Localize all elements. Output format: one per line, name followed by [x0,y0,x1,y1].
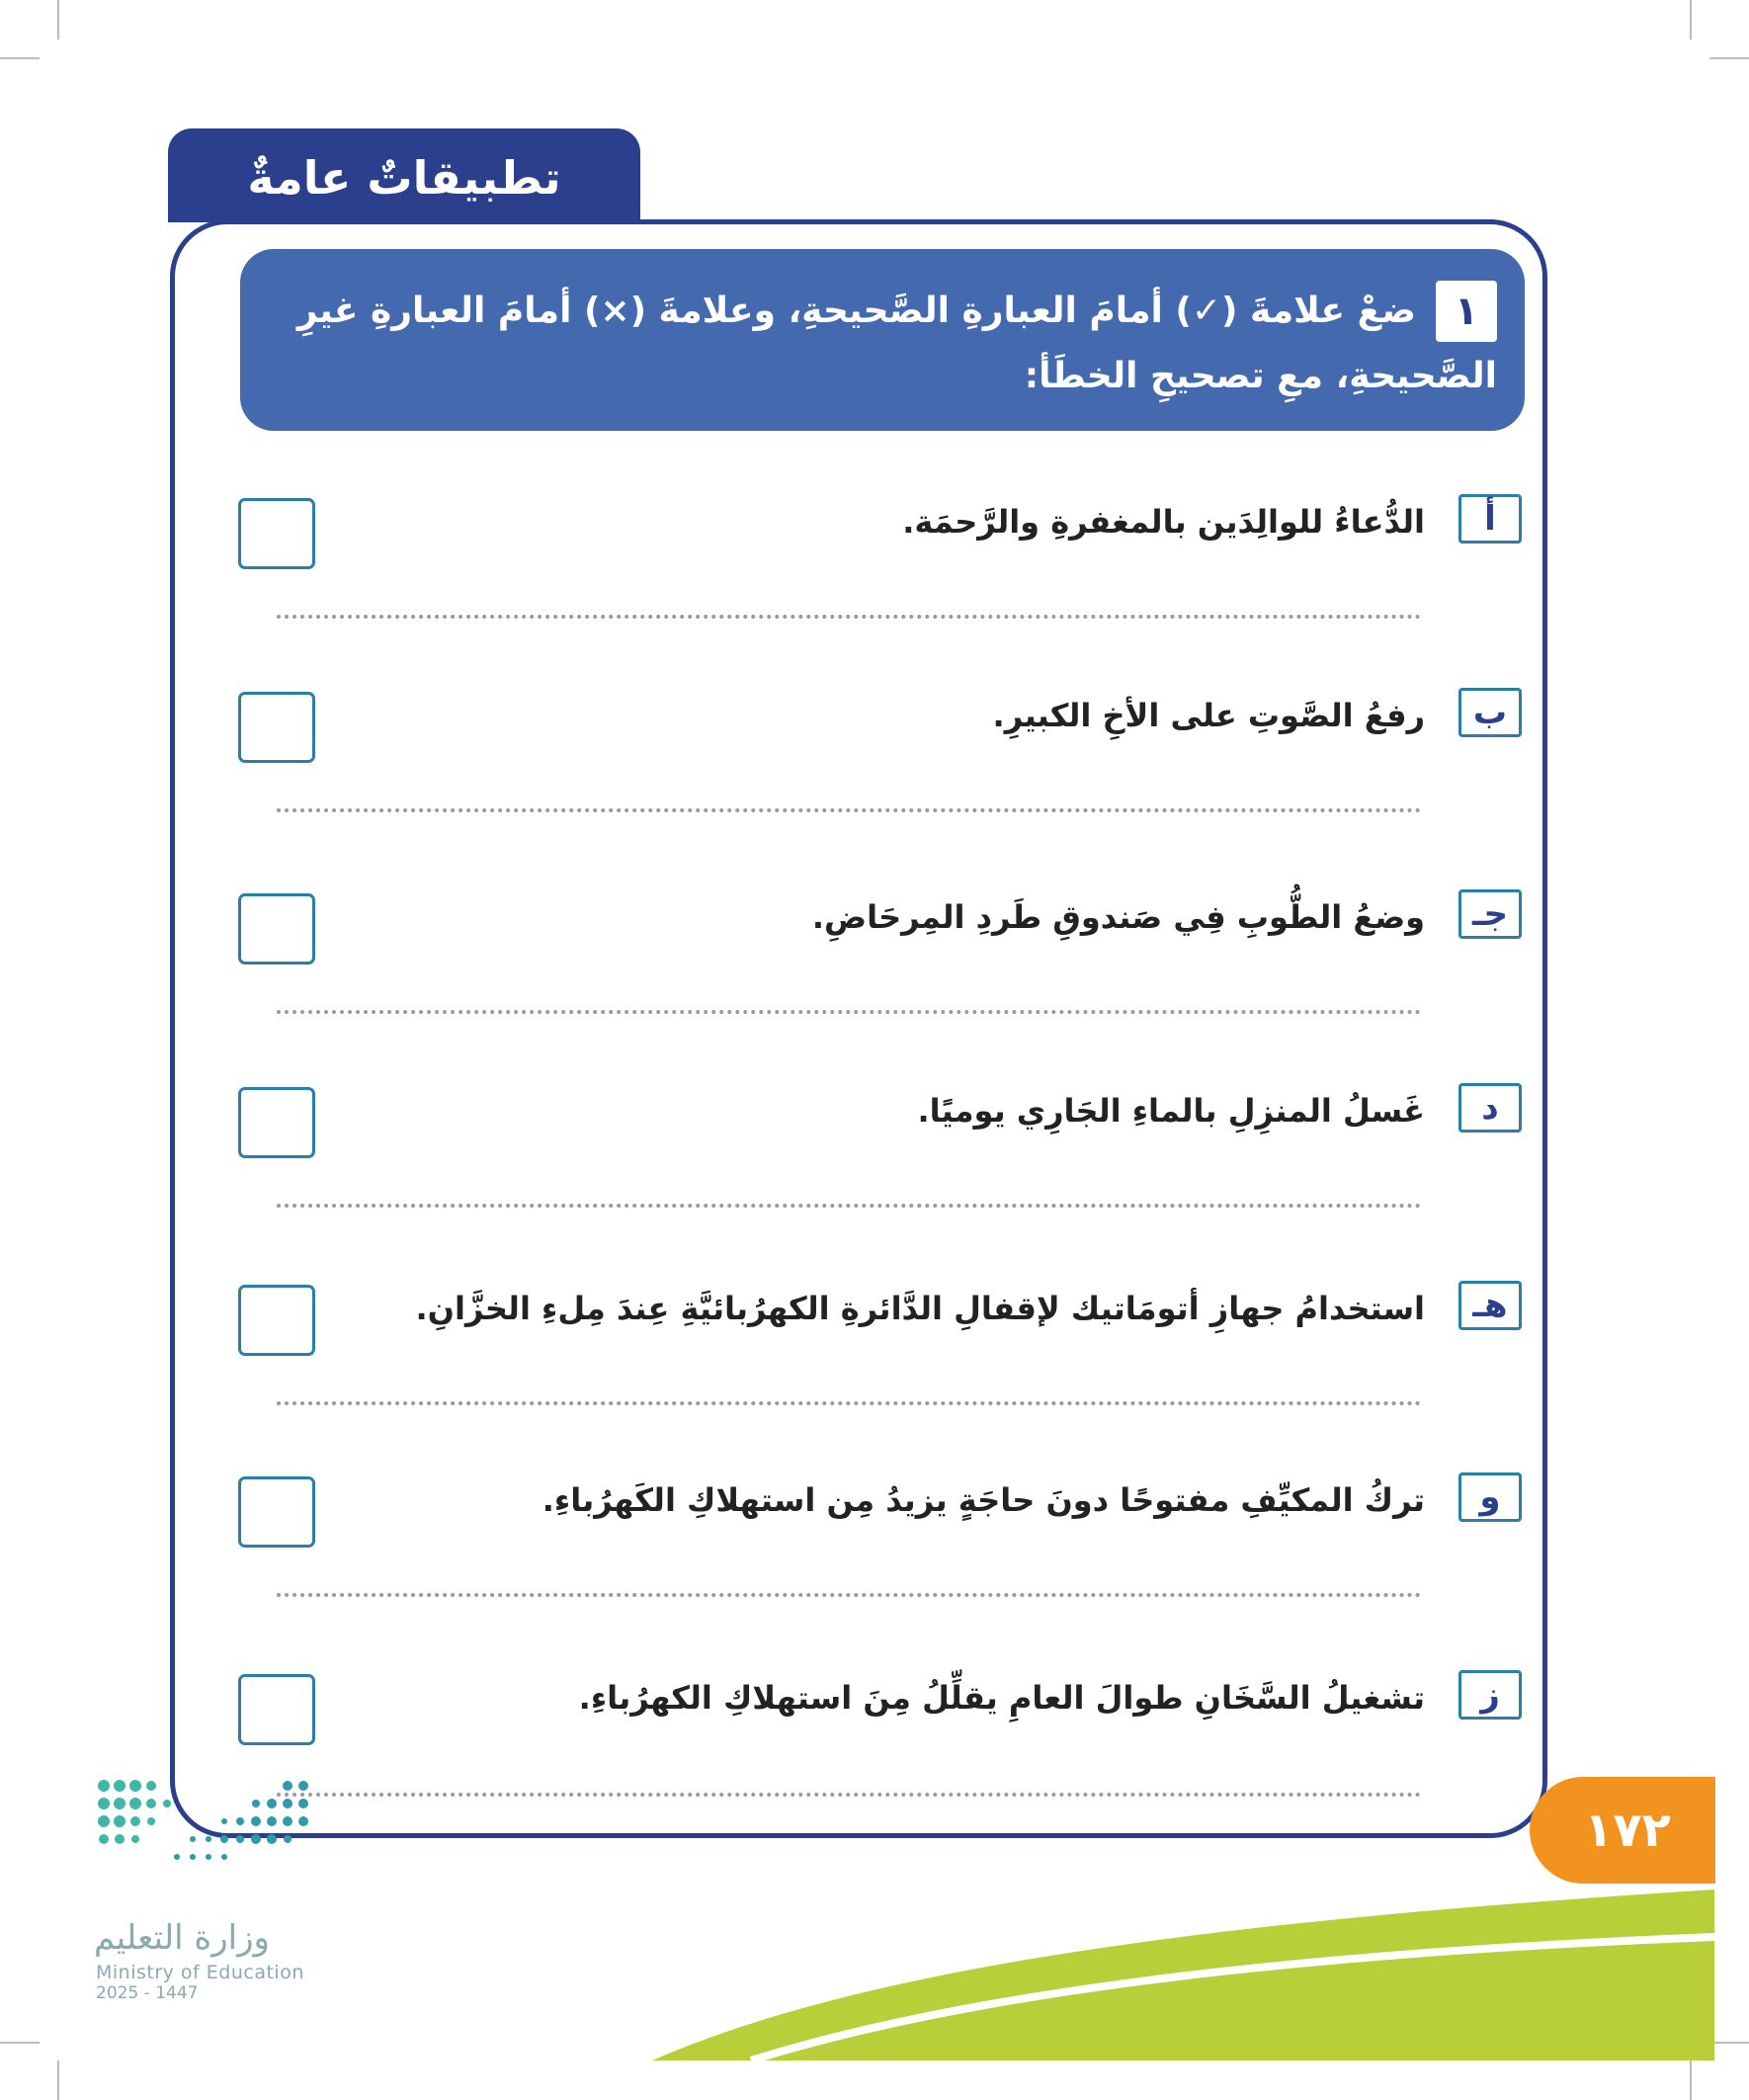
academic-year: 2025 - 1447 [96,1983,199,2003]
item-letter: ز [1458,1670,1522,1720]
statement-text: الدُّعاءُ للوالِدَين بالمغفرةِ والرَّحمَة. [902,503,1425,541]
question-line-2: الصَّحيحةِ، معِ تصحيحِ الخطَأ: [1024,356,1497,396]
statement-item [237,688,1522,885]
statement-text: تركُ المكيِّفِ مفتوحًا دونَ حاجَةٍ يزيدُ مِن استهلاكِ الكَهرُباءِ. [541,1481,1425,1519]
page-number-badge: ١٧٢ [1530,1777,1715,1884]
answer-checkbox[interactable] [238,1087,315,1158]
answer-checkbox[interactable] [238,1674,315,1745]
correction-line[interactable] [277,615,1421,619]
question-line-1: ضعْ علامةَ (✓) أمامَ العبارةِ الصَّحيحةِ، وعلامةَ (×) أمامَ العبارةِ غيرِ [296,291,1416,331]
answer-checkbox[interactable] [238,1285,315,1356]
correction-line[interactable] [277,1401,1421,1405]
correction-line[interactable] [277,1793,1421,1797]
statement-item [237,494,1522,692]
statement-text: وضعُ الطُّوبِ فِي صَندوقِ طَردِ المِرحَاضِ. [811,898,1425,936]
correction-line[interactable] [277,1010,1421,1014]
answer-checkbox[interactable] [238,1476,315,1548]
statement-text: غَسلُ المنزِلِ بالماءِ الجَارِي يوميًا. [917,1092,1425,1130]
question-header [240,249,1525,431]
question-number: ١ [1436,281,1497,342]
statement-text: استخدامُ جهازِ أتومَاتيك لإقفالِ الدَّائرةِ الكهرُبائيَّةِ عِندَ مِلءِ الخزَّانِ. [415,1290,1425,1327]
statement-text: رفعُ الصَّوتِ على الأخِ الكبيرِ. [992,697,1425,734]
correction-line[interactable] [277,1204,1421,1208]
statement-item [237,1472,1522,1670]
ministry-name-arabic: وزارة التعليم [94,1918,270,1958]
statement-item [237,1281,1522,1478]
item-letter: هـ [1458,1281,1522,1330]
statement-item [237,1670,1522,1868]
correction-line[interactable] [277,808,1421,812]
section-title-tab: تطبيقاتٌ عامةٌ [168,128,640,222]
correction-line[interactable] [277,1593,1421,1597]
ministry-logo [94,1774,321,2001]
statement-item [237,889,1522,1087]
ministry-name-english: Ministry of Education [96,1962,304,1983]
answer-checkbox[interactable] [238,498,315,569]
answer-checkbox[interactable] [238,692,315,763]
item-letter: أ [1458,494,1522,544]
item-letter: و [1458,1472,1522,1522]
statement-item [237,1083,1522,1281]
item-letter: ب [1458,688,1522,737]
item-letter: جـ [1458,889,1522,939]
item-letter: د [1458,1083,1522,1133]
ministry-dots-icon [94,1774,321,1912]
statement-text: تشغيلُ السَّخَانِ طوالَ العامِ يقلِّلُ مِنَ استهلاكِ الكهرُباءِ. [578,1679,1425,1717]
answer-checkbox[interactable] [238,893,315,965]
